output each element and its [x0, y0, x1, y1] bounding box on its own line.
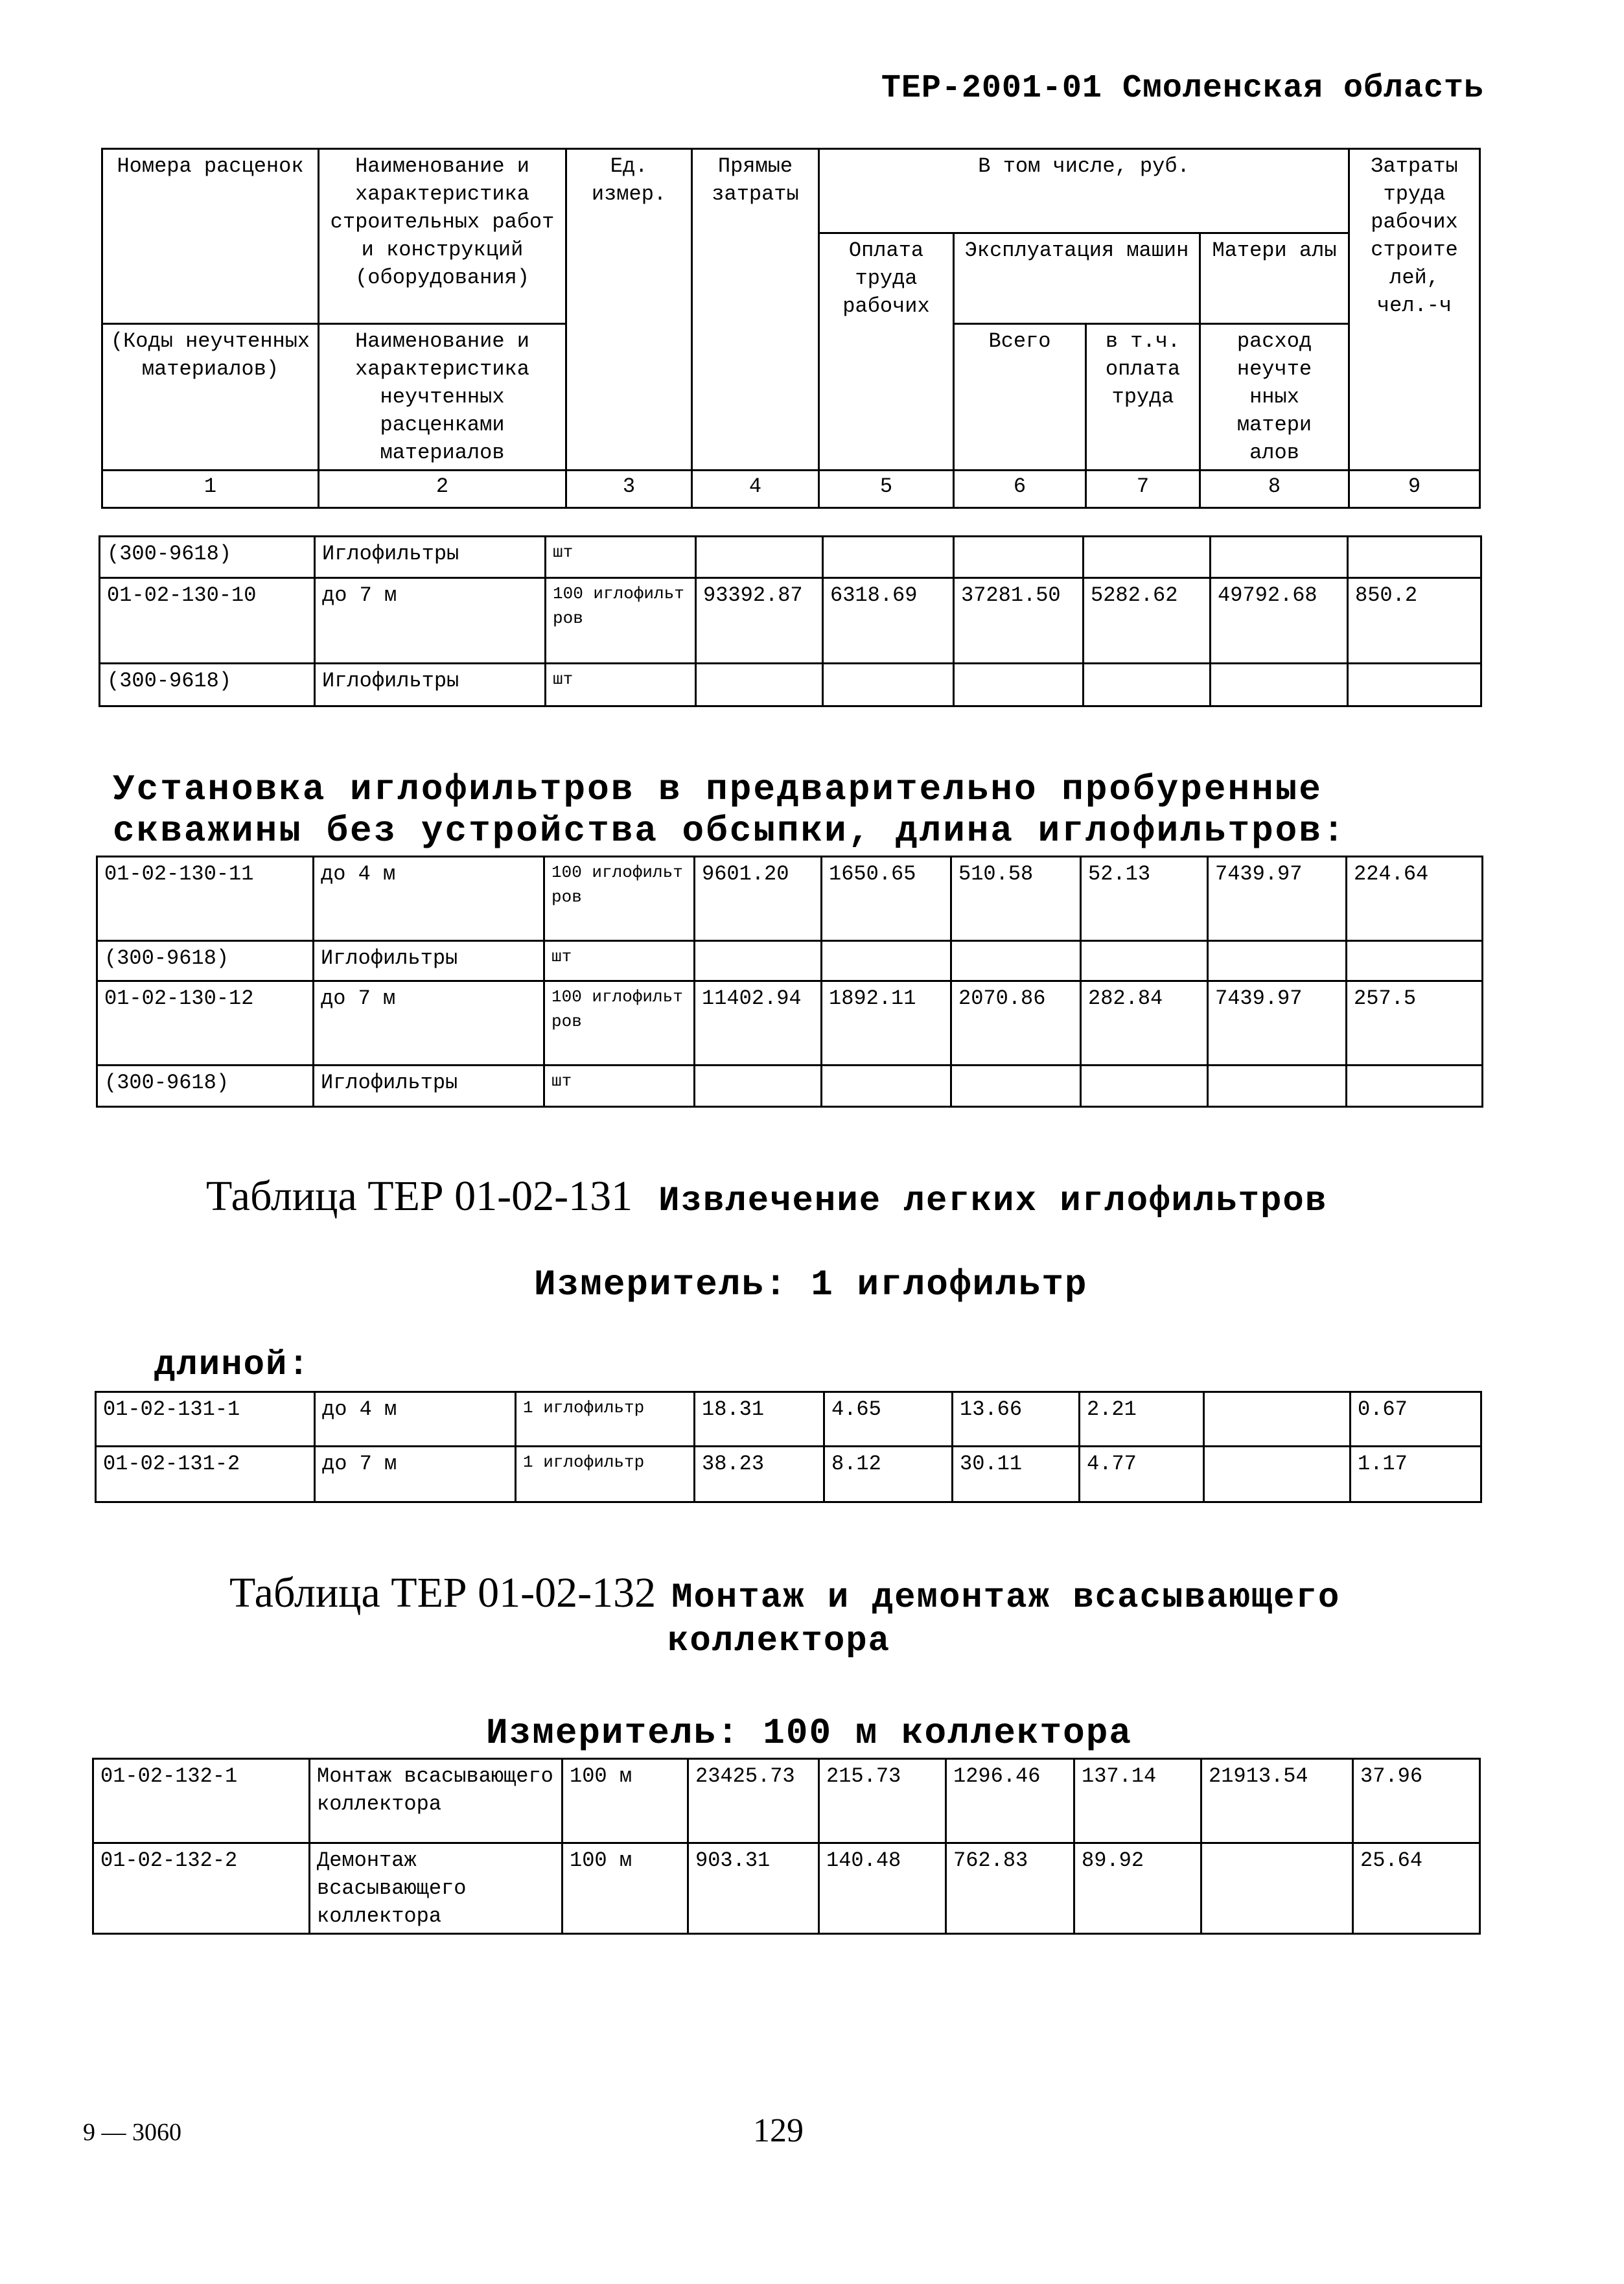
table-cell: 01-02-132-1 [93, 1759, 310, 1843]
table-cell: 23425.73 [688, 1759, 819, 1843]
table-cell: 1.17 [1351, 1447, 1481, 1502]
table-cell: 137.14 [1074, 1759, 1201, 1843]
page-number: 129 [753, 2112, 804, 2149]
table-cell: 4.77 [1080, 1447, 1204, 1502]
table-cell: 850.2 [1348, 578, 1481, 664]
col-header-machines-wages: в т.ч. оплата труда [1086, 324, 1200, 471]
table-cell [1208, 941, 1347, 981]
rates-table-131 [95, 1391, 1482, 1503]
table-cell [951, 1066, 1081, 1107]
col-header-direct-costs: Прямые затраты [692, 149, 819, 471]
table-cell: 18.31 [695, 1392, 824, 1447]
table-cell: 01-02-130-10 [100, 578, 315, 664]
table-cell: 21913.54 [1201, 1759, 1353, 1843]
table-cell: 7439.97 [1208, 981, 1347, 1066]
col-number: 3 [566, 471, 692, 508]
col-number: 2 [319, 471, 566, 508]
table-cell: 9601.20 [695, 857, 822, 941]
table-cell [823, 664, 954, 706]
table-132-title-line2: коллектора [667, 1622, 891, 1661]
table-cell: 6318.69 [823, 578, 954, 664]
table-cell: 01-02-130-11 [97, 857, 314, 941]
table-cell [1348, 664, 1481, 706]
table-cell: 01-02-132-2 [93, 1843, 310, 1934]
col-header-material-codes: (Коды неучтенных материалов) [102, 324, 319, 471]
rates-table-132 [92, 1758, 1481, 1935]
col-header-wages: Оплата труда рабочих [819, 233, 954, 471]
section-title-line: Установка иглофильтров в предварительно пробуренные [113, 769, 1323, 810]
table-cell: 100 м [563, 1843, 688, 1934]
col-header-machines-total: Всего [954, 324, 1086, 471]
table-cell: Монтаж всасывающего коллектора [310, 1759, 563, 1843]
table-cell: шт [546, 664, 696, 706]
section-title-line: скважины без устройства обсыпки, длина иглофильтров: [113, 810, 1347, 852]
table-131-label: Таблица ТЕР 01-02-131 [206, 1172, 633, 1220]
table-cell: 215.73 [819, 1759, 946, 1843]
col-number: 8 [1200, 471, 1349, 508]
col-number: 5 [819, 471, 954, 508]
table-cell: Иглофильтры [315, 664, 546, 706]
table-cell [1211, 537, 1348, 578]
table-cell [695, 1066, 822, 1107]
table-cell: 89.92 [1074, 1843, 1201, 1934]
table-cell: 1296.46 [946, 1759, 1074, 1843]
table-131-measure: Измеритель: 1 иглофильтр [534, 1264, 1088, 1305]
table-cell [1347, 1066, 1483, 1107]
table-cell: 8.12 [824, 1447, 953, 1502]
table-cell: шт [546, 537, 696, 578]
table-cell: Демонтаж всасывающего коллектора [310, 1843, 563, 1934]
table-cell: до 7 м [314, 981, 544, 1066]
table-cell: 93392.87 [696, 578, 823, 664]
table-cell: (300-9618) [100, 537, 315, 578]
col-header-unit: Ед. измер. [566, 149, 692, 471]
table-cell [954, 664, 1084, 706]
table-132-heading [229, 1568, 1340, 1618]
table-cell: 49792.68 [1211, 578, 1348, 664]
table-cell: Иглофильтры [314, 941, 544, 981]
table-cell [822, 1066, 951, 1107]
table-132-measure: Измеритель: 100 м коллектора [486, 1712, 1132, 1754]
table-cell [1084, 664, 1211, 706]
col-number: 1 [102, 471, 319, 508]
table-cell: 0.67 [1351, 1392, 1481, 1447]
table-cell: 2.21 [1080, 1392, 1204, 1447]
print-code: 9 — 3060 [83, 2119, 181, 2146]
table-cell: 11402.94 [695, 981, 822, 1066]
col-header-materials: Матери алы [1200, 233, 1349, 324]
table-cell: до 7 м [315, 578, 546, 664]
table-cell: 01-02-130-12 [97, 981, 314, 1066]
col-header-including: В том числе, руб. [819, 149, 1349, 233]
table-cell [1204, 1447, 1351, 1502]
table-cell [951, 941, 1081, 981]
table-cell [1204, 1392, 1351, 1447]
table-cell: (300-9618) [100, 664, 315, 706]
page-title: ТЕР-2001-01 Смоленская область [881, 70, 1484, 107]
col-number: 6 [954, 471, 1086, 508]
table-cell: 25.64 [1353, 1843, 1480, 1934]
table-cell [1347, 941, 1483, 981]
col-number: 4 [692, 471, 819, 508]
table-cell [1081, 941, 1208, 981]
table-cell: 13.66 [953, 1392, 1080, 1447]
table-cell: шт [544, 1066, 695, 1107]
col-number: 9 [1349, 471, 1480, 508]
table-cell: 1650.65 [822, 857, 951, 941]
table-cell: 37281.50 [954, 578, 1084, 664]
table-cell: до 4 м [314, 857, 544, 941]
table-cell: 224.64 [1347, 857, 1483, 941]
table-cell [1084, 537, 1211, 578]
table-cell: 4.65 [824, 1392, 953, 1447]
col-header-unaccounted-materials: расход неучте нных матери алов [1200, 324, 1349, 471]
table-cell: 01-02-131-2 [96, 1447, 315, 1502]
table-cell: 5282.62 [1084, 578, 1211, 664]
table-cell: 1 иглофильтр [516, 1447, 695, 1502]
col-header-rate-numbers: Номера расценок [102, 149, 319, 324]
table-cell: шт [544, 941, 695, 981]
table-cell [695, 941, 822, 981]
table-cell [822, 941, 951, 981]
table-cell: 38.23 [695, 1447, 824, 1502]
table-cell [1348, 537, 1481, 578]
table-cell: 257.5 [1347, 981, 1483, 1066]
table-cell: 2070.86 [951, 981, 1081, 1066]
rates-table-130-11-12 [96, 856, 1483, 1108]
table-cell: 01-02-131-1 [96, 1392, 315, 1447]
table-cell: 100 м [563, 1759, 688, 1843]
col-header-machines: Эксплуатация машин [954, 233, 1200, 324]
table-cell: 510.58 [951, 857, 1081, 941]
table-cell: до 7 м [315, 1447, 516, 1502]
table-cell: до 4 м [315, 1392, 516, 1447]
table-132-label: Таблица ТЕР 01-02-132 [229, 1569, 656, 1616]
table-cell: 7439.97 [1208, 857, 1347, 941]
col-header-work-name: Наименование и характеристика строительных работ и конструкций (оборудования) [319, 149, 566, 324]
table-131-heading [206, 1172, 1327, 1221]
col-number: 7 [1086, 471, 1200, 508]
table-cell: 903.31 [688, 1843, 819, 1934]
table-cell: Иглофильтры [315, 537, 546, 578]
table-cell [696, 664, 823, 706]
table-cell [1201, 1843, 1353, 1934]
table-cell [1211, 664, 1348, 706]
column-header-table [101, 148, 1481, 509]
table-cell: 1892.11 [822, 981, 951, 1066]
table-cell: (300-9618) [97, 941, 314, 981]
table-cell: 30.11 [953, 1447, 1080, 1502]
table-cell: 100 иглофильт ров [546, 578, 696, 664]
table-cell [696, 537, 823, 578]
table-132-title: Монтаж и демонтаж всасывающего [671, 1578, 1341, 1618]
table-cell: 1 иглофильтр [516, 1392, 695, 1447]
table-cell [1081, 1066, 1208, 1107]
table-cell [1208, 1066, 1347, 1107]
table-cell: 100 иглофильт ров [544, 981, 695, 1066]
section-title [113, 769, 1346, 852]
table-cell: 762.83 [946, 1843, 1074, 1934]
table-cell [823, 537, 954, 578]
table-131-title: Извлечение легких иглофильтров [658, 1182, 1328, 1221]
table-cell: 140.48 [819, 1843, 946, 1934]
table-cell: 100 иглофильт ров [544, 857, 695, 941]
table-cell: 37.96 [1353, 1759, 1480, 1843]
col-header-labor-hours: Затраты труда рабочих строите лей, чел.-ч [1349, 149, 1480, 471]
table-131-subheading: длиной: [154, 1346, 310, 1385]
rates-table-130-10 [99, 535, 1482, 707]
table-cell: Иглофильтры [314, 1066, 544, 1107]
table-cell: (300-9618) [97, 1066, 314, 1107]
table-cell: 282.84 [1081, 981, 1208, 1066]
col-header-material-names: Наименование и характеристика неучтенных расценками материалов [319, 324, 566, 471]
table-cell [954, 537, 1084, 578]
table-cell: 52.13 [1081, 857, 1208, 941]
